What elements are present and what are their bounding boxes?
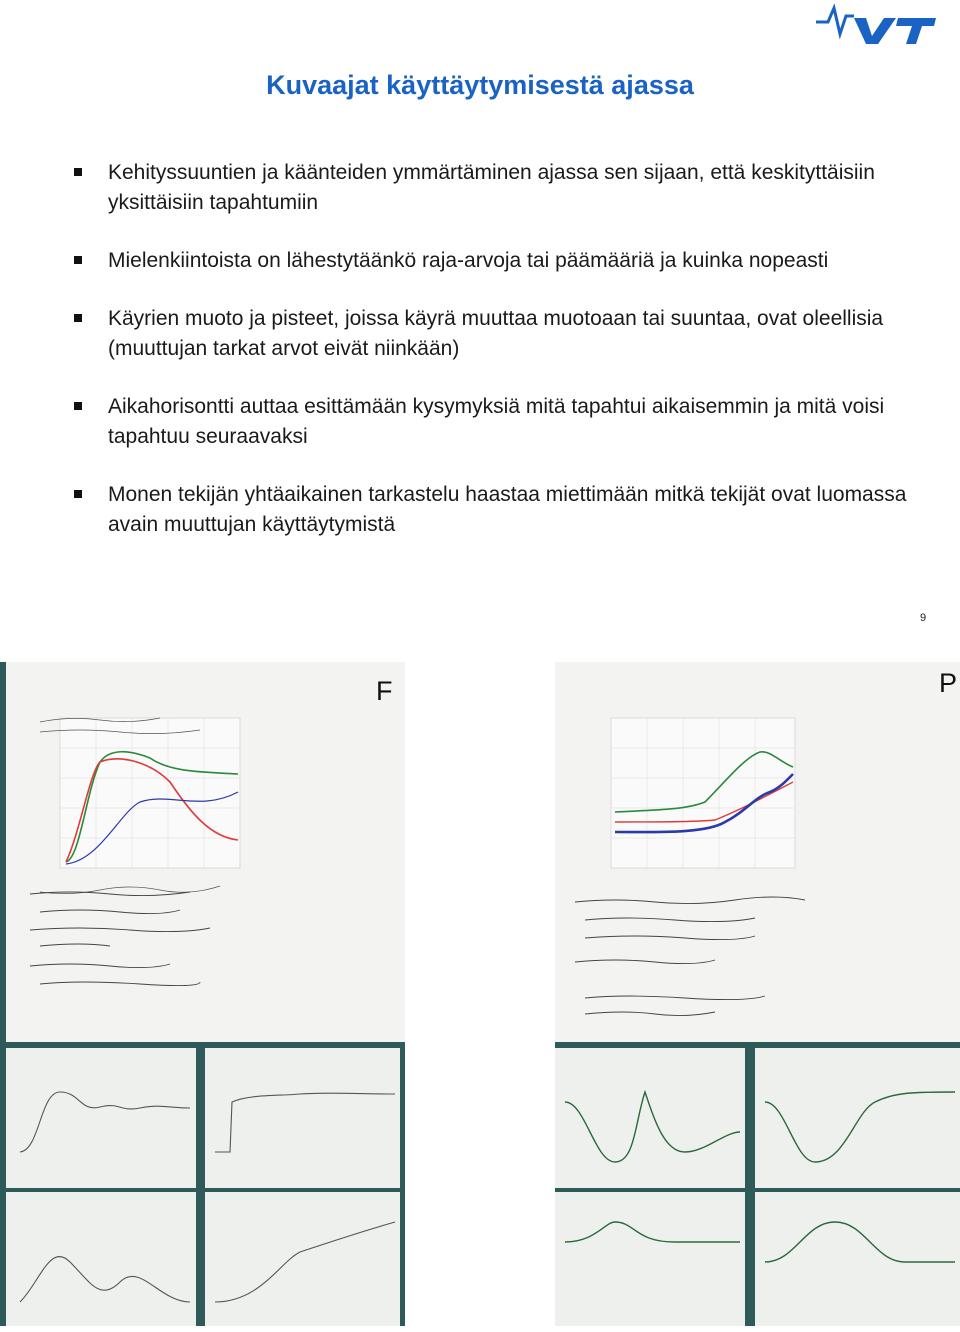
bullet-square-icon (74, 256, 82, 264)
bullet-square-icon (74, 314, 82, 322)
page-number: 9 (920, 612, 927, 624)
bullet-item: Kehityssuuntien ja käänteiden ymmärtäminen ajassa sen sijaan, että keskityttäisiin yksittäisiin tapahtumiin (72, 158, 912, 218)
vtt-logo (814, 2, 938, 46)
photo-label: F (376, 676, 393, 706)
bullet-item: Monen tekijän yhtäaikainen tarkastelu haastaa miettimään mitkä tekijät ovat luomassa avain muuttujan käyttäytymistä (72, 480, 912, 540)
bullet-square-icon (74, 402, 82, 410)
photo-left (0, 662, 405, 1326)
bullet-list (72, 158, 912, 568)
bullet-item: Mielenkiintoista on lähestytäänkö raja-arvoja tai päämääriä ja kuinka nopeasti (72, 246, 912, 276)
bullet-square-icon (74, 490, 82, 498)
bullet-item: Aikahorisontti auttaa esittämään kysymyksiä mitä tapahtui aikaisemmin ja mitä voisi tapahtuu seuraavaksi (72, 392, 912, 452)
photo-right (555, 662, 960, 1326)
bullet-square-icon (74, 168, 82, 176)
bullet-item: Käyrien muoto ja pisteet, joissa käyrä muuttaa muotoaan tai suuntaa, ovat oleellisia (muuttujan tarkat arvot eivät niinkään) (72, 304, 912, 364)
slide-title: Kuvaajat käyttäytymisestä ajassa (266, 70, 694, 100)
photo-label: P (939, 668, 958, 698)
